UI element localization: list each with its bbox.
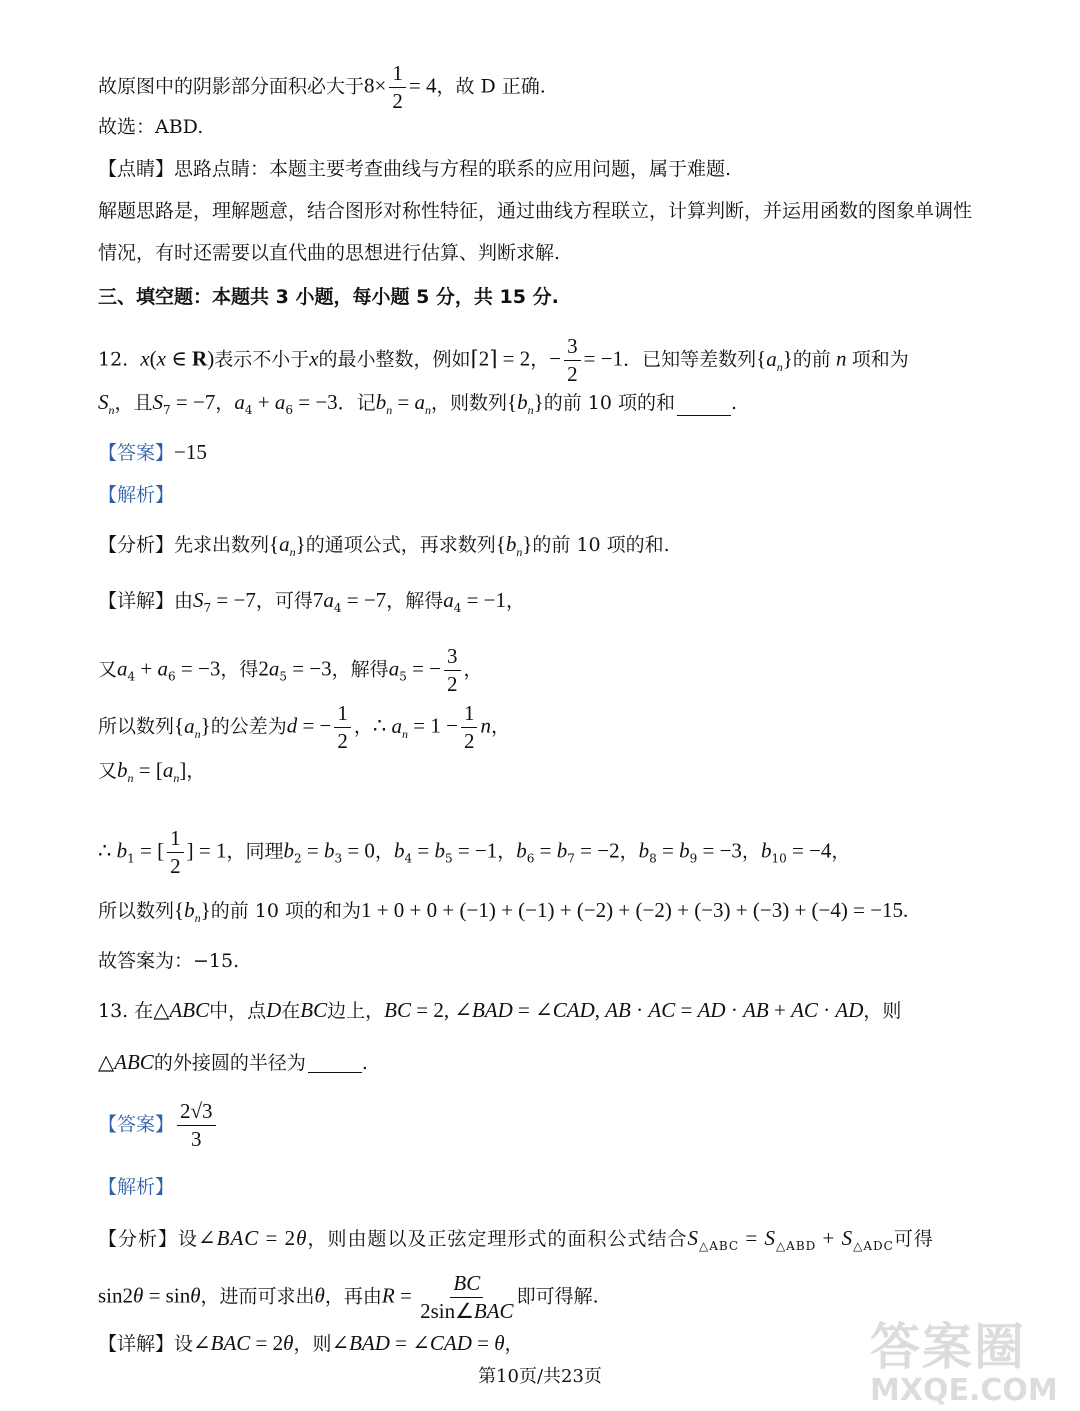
text-line: 【分析】设∠BAC = 2θ，则由题以及正弦定理形式的面积公式结合$S_{\triangle ABC} = S_{\triangle ABD} + S_{\triangle ADC}$可得	[98, 1226, 934, 1253]
text-line: sin2θ = sinθ，进而可求出θ，再由R = $\frac{BC}{\text{2sin∠BAC}}$ 即可得解.	[98, 1271, 599, 1324]
answer-blank	[308, 1071, 362, 1073]
text-line: 【详解】由$S_7 = -7$，可得$7a_4 = -7$，解得$a_4 = -1$，	[98, 588, 526, 615]
question-12-line-2: $S_n$，且$S_7 = -7$，$a_4 + a_6 = -3$．记$b_n = a_n$，则数列$\{b_n\}$的前 10 项的和 .	[98, 390, 738, 418]
answer-line: 【答案】 $\frac{2√3}{3}$	[98, 1100, 219, 1151]
page-footer: 第10页/共23页	[478, 1366, 602, 1387]
question-13-line-2: △ABC的外接圆的半径为 .	[98, 1050, 368, 1074]
text-line: 故答案为：−15.	[98, 950, 240, 972]
question-12-line-1: 12. x(x ∈ R)表示不小于x的最小整数，例如⌈2⌉ = 2，− $\frac{3}{2}$ = −1．已知等差数列$\{a_n\}$的前 n 项和为	[98, 334, 909, 387]
text-line: 故原图中的阴影部分面积必大于8× $\frac{1}{2}$ = 4，故 D 正确.	[98, 61, 546, 114]
text-line: 情况，有时还需要以直代曲的思想进行估算、判断求解.	[98, 242, 561, 264]
text-line: 所以数列$\{a_n\}$的公差为d = − $\frac{1}{2}$ ，∴ $a_n = 1$ − $\frac{1}{2}$ n，	[98, 701, 510, 754]
watermark-logo: 答案圈 MXQE.COM	[870, 1318, 1058, 1408]
analysis-tag: 【解析】	[98, 1176, 175, 1198]
text-line: 所以数列$\{b_n\}$的前 10 项的和为1 + 0 + 0 + (−1) + (−1) + (−2) + (−2) + (−3) + (−3) + (−4) = −15.	[98, 898, 909, 926]
text-line: ∴ $b_1$ = [ $\frac{1}{2}$ ] = 1，同理$b_2 = b_3 = 0$，$b_4 = b_5 = -1$，$b_6 = b_7 = -2$，$b_8 = b_9 = -3$，$b_{10} = -4$，	[98, 826, 851, 879]
text-line: 【分析】先求出数列$\{a_n\}$的通项公式，再求数列$\{b_n\}$的前 10 项的和.	[98, 532, 670, 560]
text-line: 【点睛】思路点睛：本题主要考查曲线与方程的联系的应用问题，属于难题.	[98, 158, 732, 180]
text-line: 【详解】设∠BAC = 2θ，则∠BAD = ∠CAD = θ，	[98, 1331, 524, 1355]
answer-line: 【答案】−15	[98, 440, 207, 464]
text-line: 又$a_4 + a_6 = -3$，得$2a_5 = -3$，解得$a_5$ = − $\frac{3}{2}$ ，	[98, 644, 483, 697]
section-heading: 三、填空题：本题共 3 小题，每小题 5 分，共 15 分.	[98, 286, 559, 308]
analysis-tag: 【解析】	[98, 484, 175, 506]
text-line: 故选：ABD.	[98, 116, 204, 138]
text-line: 解题思路是，理解题意，结合图形对称性特征，通过曲线方程联立，计算判断，并运用函数的图象单调性	[98, 200, 973, 222]
question-13-line-1: 13. 在△ABC中，点D在BC边上，BC = 2, ∠BAD = ∠CAD, AB · AC = AD · AB + AC · AD，则	[98, 998, 902, 1022]
answer-blank	[677, 414, 731, 416]
text-line: 又$b_n = [a_n]$，	[98, 758, 206, 786]
